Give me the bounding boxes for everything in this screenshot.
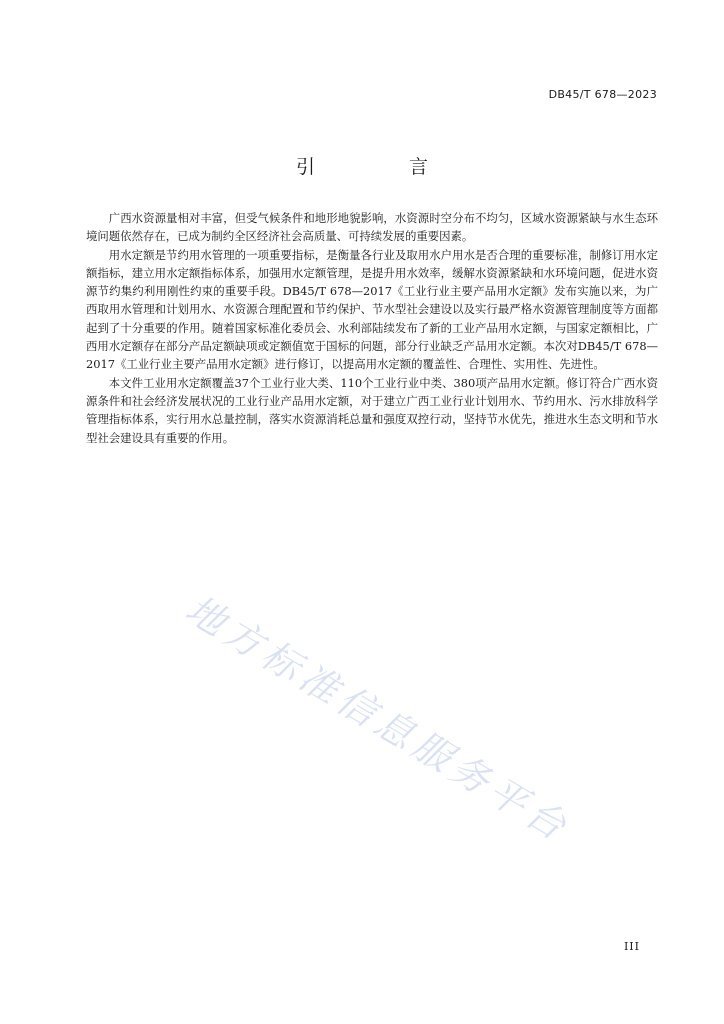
page-title: 引 言 <box>295 156 473 178</box>
paragraph: 广西水资源量相对丰富，但受气候条件和地形地貌影响，水资源时空分布不均匀，区域水资源紧缺与水生态环境问题依然存在，已成为制约全区经济社会高质量、可持续发展的重要因素。 <box>86 211 658 244</box>
watermark: 地方标准信息服务平台 <box>178 586 579 852</box>
page-number: III <box>623 940 640 953</box>
body-text <box>86 209 658 447</box>
paragraph: 本文件工业用水定额覆盖37个工业行业大类、110个工业行业中类、380项产品用水定额。修订符合广西水资源条件和社会经济发展状况的工业行业产品用水定额，对于建立广西工业行业计划用水、节约用水、污水排放科学管理指标体系，实行用水总量控制，落实水资源消耗总量和强度双控行动，坚持节水优先，推进水生态文明和节水型社会建设具有重要的作用。 <box>86 375 658 445</box>
document-code: DB45/T 678—2023 <box>548 88 657 101</box>
paragraph: 用水定额是节约用水管理的一项重要指标，是衡量各行业及取用水户用水是否合理的重要标准，制修订用水定额指标，建立用水定额指标体系，加强用水定额管理，是提升用水效率，缓解水资源紧缺和水环境问题，促进水资源节约集约利用刚性约束的重要手段。DB45/T 678—2017《工业行业主要产品用水定额》发布实施以来，为广西取用水管理和计划用水、水资源合理配置和节约保护、节水型社会建设以及实行最严格水资源管理制度等方面都起到了十分重要的作用。随着国家标准化委员会、水利部陆续发布了新的工业产品用水定额，与国家定额相比，广西用水定额存在部分产品定额缺项或定额值宽于国标的问题，部分行业缺乏产品用水定额。本次对DB45/T 678—2017《工业行业主要产品用水定额》进行修订，以提高用水定额的覆盖性、合理性、实用性、先进性。 <box>86 247 658 372</box>
